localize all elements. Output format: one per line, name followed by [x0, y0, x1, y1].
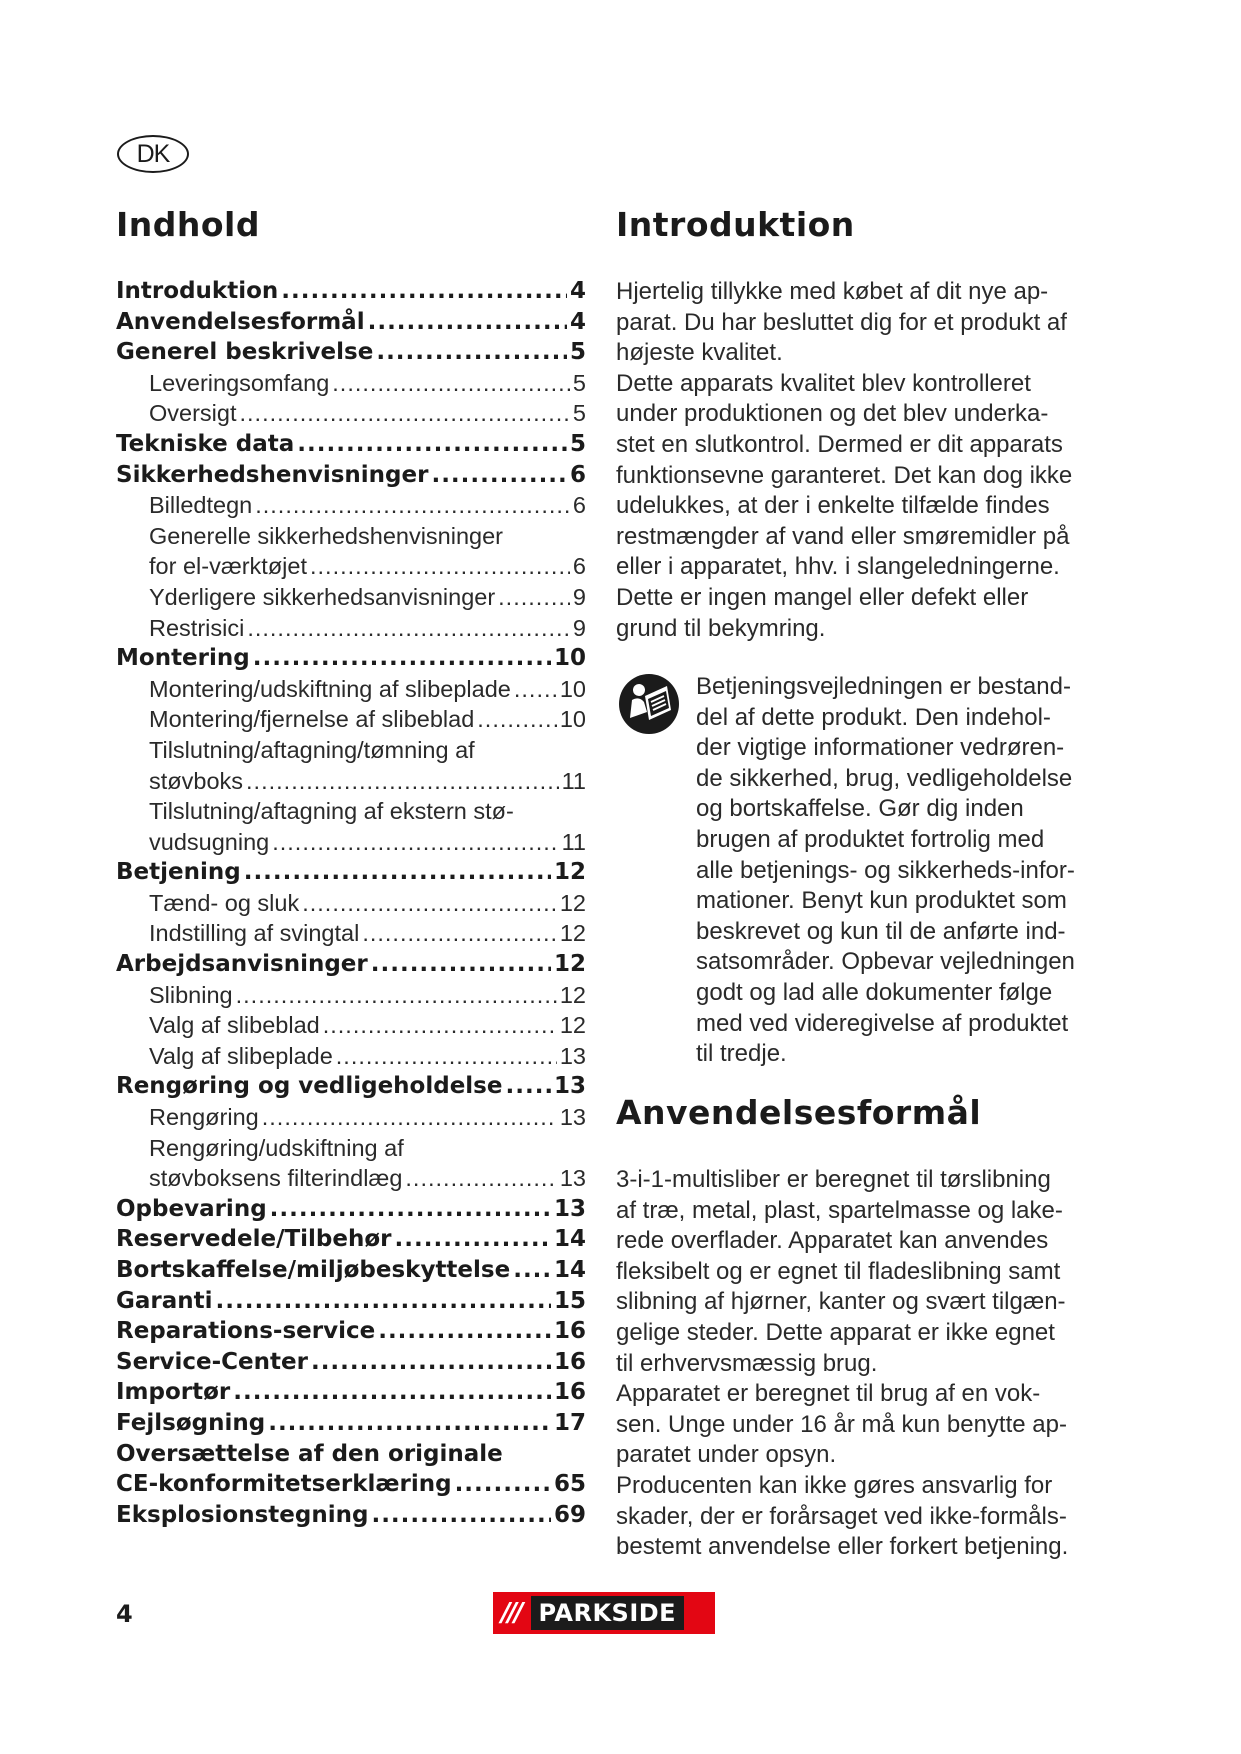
toc-entry-page: 4: [569, 308, 586, 335]
toc-entry: [116, 1102, 586, 1133]
toc-entry-page: 16: [553, 1348, 586, 1375]
text-line: udelukkes, at der i enkelte tilfælde findes: [616, 492, 1050, 520]
text-line: eller i apparatet, hhv. i slangeledningerne.: [616, 553, 1060, 581]
toc-entry-page: 17: [553, 1409, 586, 1436]
toc-leader-dots: [323, 1010, 557, 1041]
toc-entry: [116, 796, 586, 827]
text-line: alle betjenings- og sikkerheds-infor-: [696, 856, 1075, 884]
toc-entry-page: 11: [561, 828, 586, 855]
toc-leader-dots: [246, 766, 559, 797]
toc-entry-title: Anvendelsesformål: [116, 308, 365, 335]
toc-entry: [116, 1500, 586, 1531]
intended-use-paragraph: [616, 1165, 1094, 1563]
toc-entry: [116, 1224, 586, 1255]
toc-leader-dots: [371, 949, 551, 980]
text-line: grund til bekymring.: [616, 614, 826, 642]
toc-entry-page: 13: [559, 1104, 586, 1131]
toc-entry: [116, 582, 586, 613]
toc-entry-title: Importør: [116, 1379, 231, 1406]
toc-entry-title: vudsugning: [149, 828, 270, 855]
toc-entry-title: Tilslutning/aftagning af ekstern stø-: [149, 798, 514, 825]
toc-leader-dots: [336, 1041, 557, 1072]
toc-entry-page: 12: [559, 889, 586, 916]
text-line: brugen af produktet fortrolig med: [696, 825, 1045, 853]
text-line: der vigtige informationer vedrøren-: [696, 734, 1065, 762]
toc-entry: [116, 460, 586, 491]
toc-leader-dots: [233, 1377, 551, 1408]
toc-entry-title: Yderligere sikkerhedsanvisninger: [149, 583, 496, 610]
toc-heading: Indhold: [116, 205, 260, 244]
toc-entry-page: 4: [569, 278, 586, 304]
toc-entry-page: 13: [553, 1195, 586, 1222]
toc-entry-title: Bortskaffelse/miljøbeskyttelse: [116, 1257, 511, 1283]
text-line: med ved videregivelse af produktet: [696, 1009, 1069, 1037]
toc-entry-page: 69: [553, 1501, 586, 1528]
toc-entry-page: 10: [559, 675, 586, 702]
text-line: slibning af hjørner, kanter og svært tilgæn-: [616, 1288, 1066, 1316]
toc-entry-page: 5: [569, 339, 586, 366]
toc-entry-page: 15: [553, 1287, 586, 1314]
toc-entry-title: Introduktion: [116, 278, 279, 304]
toc-leader-dots: [513, 1255, 551, 1286]
toc-entry-title: Opbevaring: [116, 1195, 267, 1222]
toc-entry: [116, 1163, 586, 1194]
toc-entry: [116, 1071, 586, 1102]
toc-leader-dots: [272, 827, 558, 858]
toc-leader-dots: [236, 980, 557, 1011]
toc-entry: [116, 521, 586, 552]
toc-entry-title: Valg af slibeblad: [149, 1012, 320, 1039]
toc-entry: [116, 888, 586, 919]
toc-entry-page: 12: [553, 951, 586, 978]
toc-entry-title: støvboks: [149, 767, 244, 794]
toc-entry-page: 14: [553, 1226, 586, 1253]
toc-entry-title: Montering/udskiftning af slibeplade: [149, 675, 511, 702]
logo-wordmark: PARKSIDE: [531, 1596, 685, 1630]
text-line: stet en slutkontrol. Dermed er dit apparats: [616, 430, 1063, 458]
introduction-heading: Introduktion: [616, 205, 855, 244]
toc-entry-title: Tekniske data: [116, 430, 295, 457]
toc-leader-dots: [253, 643, 551, 674]
text-line: Apparatet er beregnet til brug af en vok-: [616, 1380, 1041, 1408]
toc-entry-page: 11: [561, 767, 586, 794]
toc-entry-page: 12: [559, 920, 586, 947]
toc-entry-title: Oversigt: [149, 400, 237, 427]
toc-entry-title: Billedtegn: [149, 492, 253, 519]
toc-entry: [116, 949, 586, 980]
toc-entry-title: Tilslutning/aftagning/tømning af: [149, 736, 475, 763]
toc-leader-dots: [376, 337, 567, 368]
toc-entry: [116, 857, 586, 888]
toc-entry: [116, 337, 586, 368]
toc-leader-dots: [244, 857, 551, 888]
toc-entry-page: 6: [572, 492, 586, 519]
toc-entry-title: Sikkerhedshenvisninger: [116, 461, 429, 488]
toc-leader-dots: [216, 1286, 551, 1317]
toc-entry-title: Reparations-service: [116, 1318, 376, 1345]
text-line: satsområder. Opbevar vejledningen: [696, 948, 1075, 976]
text-line: Betjeningsvejledningen er bestand-: [696, 673, 1071, 700]
text-line: Dette er ingen mangel eller defekt eller: [616, 583, 1029, 611]
toc-leader-dots: [431, 460, 567, 491]
toc-entry: [116, 1041, 586, 1072]
toc-entry-title: Reservedele/Tilbehør: [116, 1226, 392, 1253]
toc-entry-title: Indstilling af svingtal: [149, 920, 360, 947]
toc-leader-dots: [405, 1163, 556, 1194]
toc-leader-dots: [332, 368, 570, 399]
text-line: til erhvervsmæssig brug.: [616, 1349, 878, 1377]
toc-entry: [116, 368, 586, 399]
toc-entry-title: Eksplosionstegning: [116, 1501, 369, 1528]
toc-entry: [116, 674, 586, 705]
toc-entry: [116, 1286, 586, 1317]
toc-leader-dots: [455, 1469, 551, 1500]
toc-entry: [116, 1010, 586, 1041]
toc-entry-title: Service-Center: [116, 1348, 308, 1375]
toc-leader-dots: [311, 1347, 551, 1378]
toc-leader-dots: [262, 1102, 557, 1133]
toc-entry-title: Garanti: [116, 1287, 213, 1314]
toc-entry: [116, 643, 586, 674]
text-line: Hjertelig tillykke med købet af dit nye ap-: [616, 278, 1049, 305]
toc-entry-title: Valg af slibeplade: [149, 1042, 333, 1069]
toc-entry: [116, 429, 586, 460]
toc-entry-page: 9: [572, 583, 586, 610]
toc-entry: [116, 1439, 586, 1470]
toc-leader-dots: [247, 613, 570, 644]
text-line: Dette apparats kvalitet blev kontrolleret: [616, 369, 1031, 397]
text-line: restmængder af vand eller smøremidler på: [616, 522, 1070, 550]
toc-leader-dots: [281, 276, 567, 307]
toc-entry-title: støvboksens filterindlæg: [149, 1165, 403, 1192]
toc-entry-page: 9: [572, 614, 586, 641]
text-line: del af dette produkt. Den indehol-: [696, 703, 1051, 731]
toc-entry-page: 16: [553, 1318, 586, 1345]
toc-leader-dots: [302, 888, 557, 919]
toc-entry-page: 10: [559, 706, 586, 733]
text-line: godt og lad alle dokumenter følge: [696, 978, 1053, 1006]
toc-entry-page: 12: [559, 981, 586, 1008]
toc-entry: [116, 1408, 586, 1439]
toc-entry-title: Rengøring: [149, 1104, 259, 1131]
toc-leader-dots: [297, 429, 567, 460]
toc-entry: [116, 918, 586, 949]
text-line: parat. Du har besluttet dig for et produkt af: [616, 308, 1067, 336]
toc-entry: [116, 1316, 586, 1347]
toc-entry-title: Betjening: [116, 859, 241, 886]
toc-leader-dots: [270, 1194, 551, 1225]
toc-entry-title: for el-værktøjet: [149, 553, 307, 580]
toc-leader-dots: [310, 551, 570, 582]
text-line: bestemt anvendelse eller forkert betjening.: [616, 1533, 1069, 1561]
toc-entry-title: Rengøring/udskiftning af: [149, 1134, 404, 1161]
toc-entry-page: 14: [553, 1257, 586, 1283]
toc-leader-dots: [240, 398, 570, 429]
toc-entry: [116, 1377, 586, 1408]
toc-entry: [116, 704, 586, 735]
toc-entry-page: 13: [553, 1073, 586, 1100]
toc-entry-page: 10: [553, 645, 586, 672]
toc-entry-title: Restrisici: [149, 614, 245, 641]
text-line: af træ, metal, plast, spartelmasse og lake-: [616, 1196, 1063, 1224]
toc-leader-dots: [477, 704, 557, 735]
toc-entry: [116, 980, 586, 1011]
text-line: og bortskaffelse. Gør dig inden: [696, 795, 1024, 823]
toc-entry: [116, 1194, 586, 1225]
text-line: til tredje.: [696, 1040, 787, 1068]
table-of-contents: [116, 276, 586, 1530]
toc-entry-page: 6: [569, 461, 586, 488]
toc-leader-dots: [362, 918, 557, 949]
toc-entry-page: 65: [553, 1471, 586, 1498]
toc-entry-title: Montering: [116, 645, 250, 672]
text-line: skader, der er forårsaget ved ikke-formåls-: [616, 1502, 1067, 1530]
toc-entry: [116, 1347, 586, 1378]
toc-entry: [116, 735, 586, 766]
toc-entry-page: 16: [553, 1379, 586, 1406]
toc-entry-page: 5: [572, 400, 586, 427]
page-number: 4: [116, 1600, 133, 1628]
text-line: paratet under opsyn.: [616, 1441, 837, 1469]
toc-entry-page: 5: [569, 430, 586, 457]
text-line: mationer. Benyt kun produktet som: [696, 887, 1067, 915]
toc-entry: [116, 766, 586, 797]
text-line: rede overflader. Apparatet kan anvendes: [616, 1227, 1049, 1255]
parkside-logo: [493, 1592, 715, 1634]
toc-entry: [116, 613, 586, 644]
toc-leader-dots: [371, 1500, 551, 1531]
toc-entry: [116, 276, 586, 307]
toc-entry-page: 13: [559, 1165, 586, 1192]
text-line: de sikkerhed, brug, vedligeholdelse: [696, 764, 1073, 792]
toc-leader-dots: [505, 1071, 551, 1102]
toc-entry: [116, 490, 586, 521]
intended-use-heading: Anvendelsesformål: [616, 1093, 982, 1132]
toc-leader-dots: [514, 674, 557, 705]
toc-leader-dots: [255, 490, 570, 521]
toc-entry-title: Generel beskrivelse: [116, 339, 374, 366]
toc-entry-title: Tænd- og sluk: [149, 889, 300, 916]
toc-entry-page: 5: [572, 369, 586, 396]
toc-entry-title: CE-konformitetserklæring: [116, 1471, 452, 1498]
text-line: fleksibelt og er egnet til fladeslibning samt: [616, 1257, 1061, 1285]
toc-entry: [116, 307, 586, 338]
toc-entry-page: 12: [553, 859, 586, 886]
toc-entry-title: Slibning: [149, 981, 233, 1008]
toc-entry-title: Oversættelse af den originale: [116, 1440, 503, 1467]
toc-entry-title: Generelle sikkerhedshenvisninger: [149, 522, 504, 549]
toc-entry: [116, 1469, 586, 1500]
manual-notice: [696, 672, 1096, 1070]
toc-entry: [116, 827, 586, 858]
text-line: sen. Unge under 16 år må kun benytte ap-: [616, 1410, 1067, 1438]
toc-leader-dots: [268, 1408, 551, 1439]
toc-entry-page: 12: [559, 1012, 586, 1039]
toc-leader-dots: [378, 1316, 551, 1347]
toc-entry-title: Arbejdsanvisninger: [116, 951, 368, 978]
toc-entry-page: 6: [572, 553, 586, 580]
toc-entry: [116, 1255, 586, 1286]
toc-leader-dots: [498, 582, 570, 613]
text-line: højeste kvalitet.: [616, 339, 783, 367]
toc-entry-title: Montering/fjernelse af slibeblad: [149, 706, 475, 733]
text-line: gelige steder. Dette apparat er ikke egnet: [616, 1318, 1055, 1346]
text-line: under produktionen og det blev underka-: [616, 400, 1049, 428]
toc-entry: [116, 398, 586, 429]
text-line: Producenten kan ikke gøres ansvarlig for: [616, 1471, 1053, 1499]
toc-entry: [116, 551, 586, 582]
toc-entry-title: Rengøring og vedligeholdelse: [116, 1073, 503, 1100]
toc-leader-dots: [368, 307, 567, 338]
toc-entry-page: 13: [559, 1042, 586, 1069]
text-line: beskrevet og kun til de anførte ind-: [696, 917, 1066, 945]
toc-entry: [116, 1133, 586, 1164]
toc-entry-title: Fejlsøgning: [116, 1409, 266, 1436]
toc-leader-dots: [395, 1224, 551, 1255]
read-manual-icon: [617, 672, 681, 736]
language-badge: DK: [117, 135, 189, 173]
logo-slashes: ///: [501, 1598, 521, 1628]
introduction-paragraph: [616, 277, 1094, 644]
text-line: 3-i-1-multisliber er beregnet til tørslibning: [616, 1166, 1051, 1193]
toc-entry-title: Leveringsomfang: [149, 369, 330, 396]
text-line: funktionsevne garanteret. Det kan dog ikke: [616, 461, 1073, 489]
